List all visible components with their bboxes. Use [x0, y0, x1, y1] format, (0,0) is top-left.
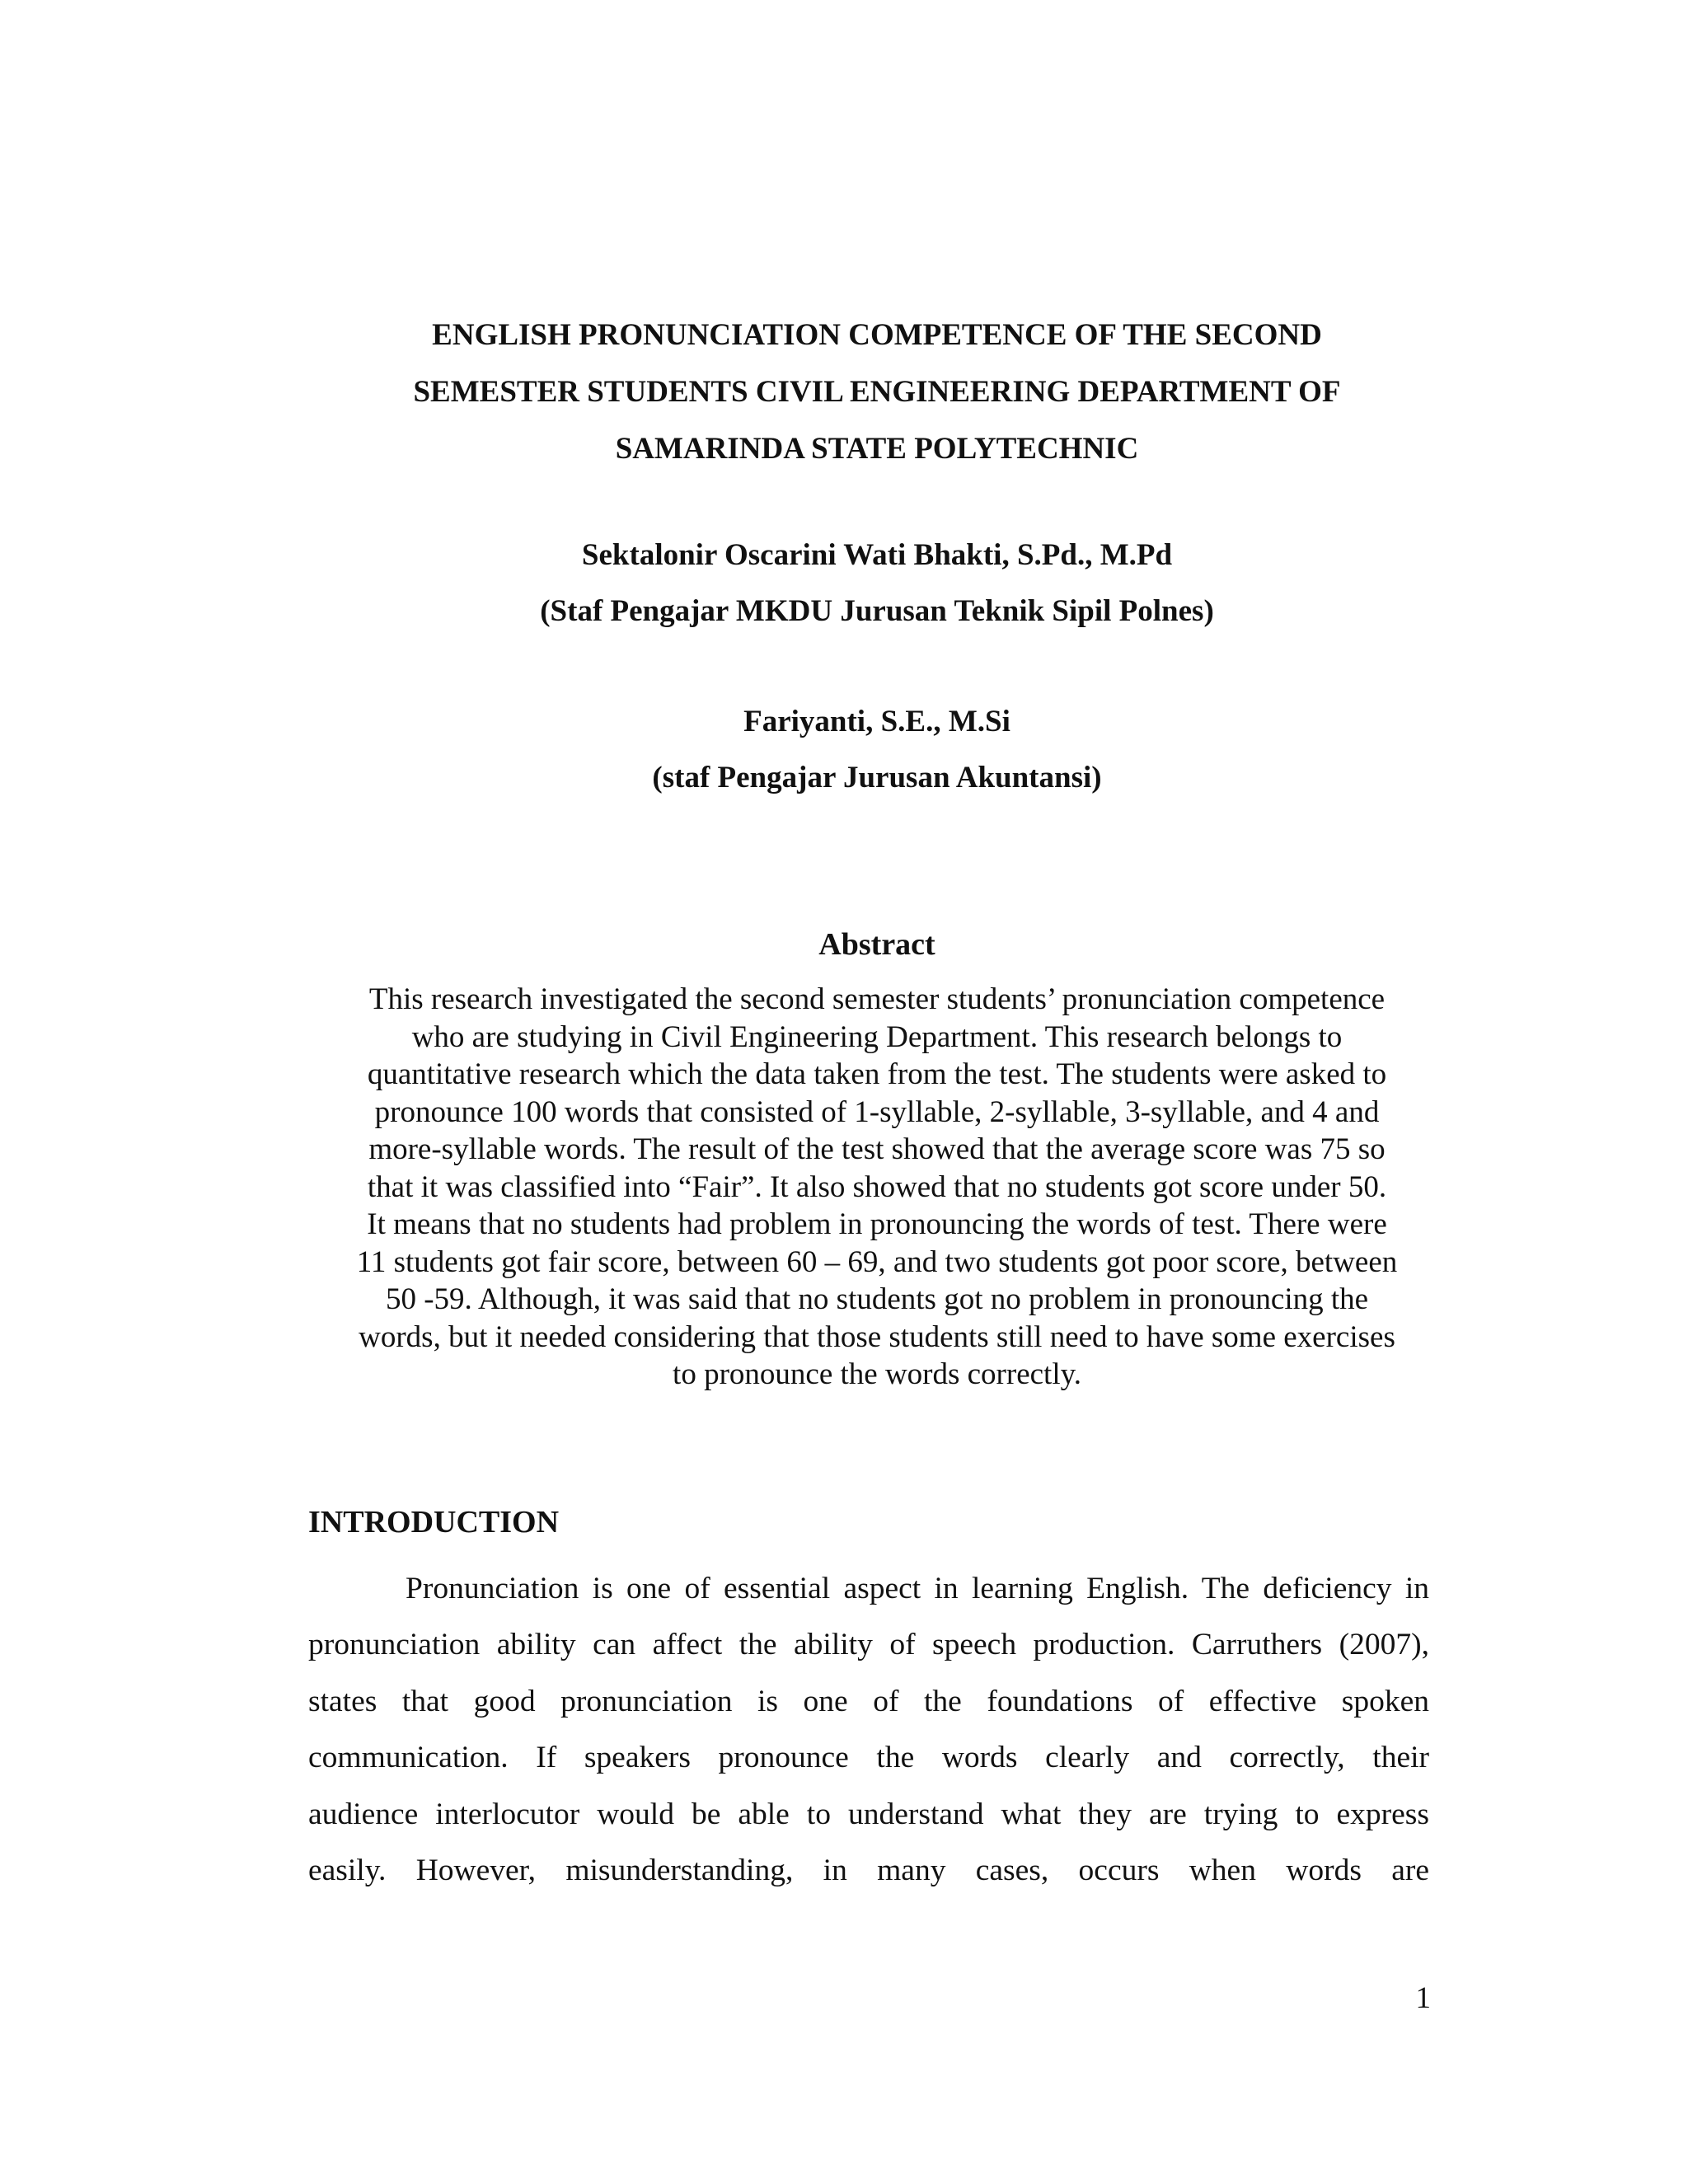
paper-title-line: ENGLISH PRONUNCIATION COMPETENCE OF THE SECOND [432, 318, 1322, 352]
abstract-line: quantitative research which the data taken from the test. The students were asked to [367, 1057, 1387, 1091]
introduction-line: states that good pronunciation is one of the foundations of effective spoken [308, 1684, 1429, 1718]
introduction-line: easily. However, misunderstanding, in many cases, occurs when words are [308, 1854, 1429, 1888]
introduction-line: Pronunciation is one of essential aspect in learning English. The deficiency in [406, 1572, 1429, 1605]
author-name: Fariyanti, S.E., M.Si [743, 705, 1010, 738]
author-name: Sektalonir Oscarini Wati Bhakti, S.Pd., M.Pd [581, 538, 1173, 572]
paper-title [308, 307, 1446, 477]
author-affiliation: (staf Pengajar Jurusan Akuntansi) [652, 761, 1102, 794]
introduction-line: audience interlocutor would be able to understand what they are trying to express [308, 1797, 1429, 1831]
paper-title-line: SEMESTER STUDENTS CIVIL ENGINEERING DEPARTMENT OF [413, 375, 1341, 409]
abstract-line: more-syllable words. The result of the test showed that the average score was 75 so [368, 1132, 1386, 1166]
abstract-line: to pronounce the words correctly. [673, 1357, 1081, 1391]
author-block-2 [308, 694, 1446, 806]
abstract-line: that it was classified into “Fair”. It also showed that no students got score under 50. [367, 1169, 1387, 1204]
abstract-line: This research investigated the second semester students’ pronunciation competence [368, 982, 1386, 1016]
abstract-line: who are studying in Civil Engineering Department. This research belongs to [411, 1019, 1343, 1054]
abstract-line: pronounce 100 words that consisted of 1-syllable, 2-syllable, 3-syllable, and 4 and [374, 1094, 1380, 1129]
abstract-body [308, 981, 1446, 1394]
paper-title-line: SAMARINDA STATE POLYTECHNIC [615, 432, 1139, 466]
introduction-line: communication. If speakers pronounce the words clearly and correctly, their [308, 1741, 1429, 1775]
abstract-line: words, but it needed considering that those students still need to have some exercises [359, 1319, 1395, 1354]
author-block-1 [308, 527, 1446, 640]
abstract-heading: Abstract [818, 927, 935, 962]
author-affiliation: (Staf Pengajar MKDU Jurusan Teknik Sipil Polnes) [540, 594, 1214, 628]
introduction-line: pronunciation ability can affect the ability of speech production. Carruthers (2007), [308, 1628, 1429, 1662]
introduction-body [308, 1561, 1429, 1899]
abstract-line: 11 students got fair score, between 60 – 69, and two students got poor score, between [356, 1244, 1398, 1279]
page-number: 1 [1415, 1981, 1431, 2015]
introduction-heading: INTRODUCTION [308, 1505, 560, 1540]
abstract-line: It means that no students had problem in pronouncing the words of test. There were [367, 1207, 1387, 1241]
abstract-line: 50 -59. Although, it was said that no students got no problem in pronouncing the [385, 1282, 1369, 1316]
